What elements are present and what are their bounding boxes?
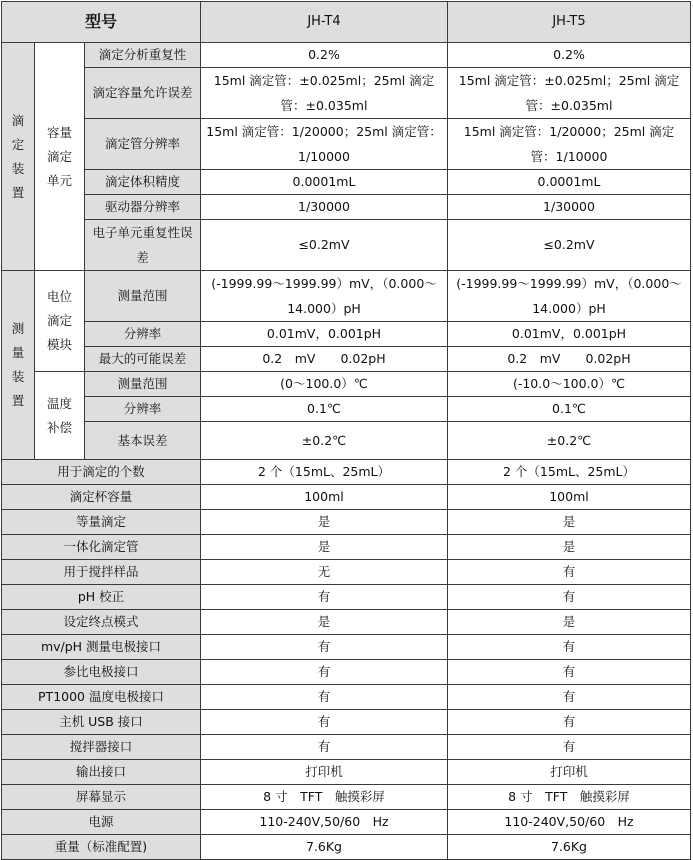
table-row — [2, 585, 691, 610]
cell-t5: 0.0001mL — [448, 170, 691, 195]
cell-t4: 有 — [201, 710, 448, 735]
table-row — [2, 510, 691, 535]
table-row — [2, 685, 691, 710]
cell-t5: 是 — [448, 510, 691, 535]
cell-t4: 无 — [201, 560, 448, 585]
row-label: PT1000 温度电极接口 — [2, 685, 201, 710]
row-label: 一体化滴定管 — [2, 535, 201, 560]
header-jh-t4: JH-T4 — [201, 2, 448, 43]
cell-t4: 0.01mV，0.001pH — [201, 322, 448, 347]
row-label: 搅拌器接口 — [2, 735, 201, 760]
cell-t4: 是 — [201, 535, 448, 560]
cell-t5: (-1999.99～1999.99）mV，（0.000～14.000）pH — [448, 271, 691, 322]
cell-t4: ±0.2℃ — [201, 422, 448, 460]
cell-t5: 8 寸 TFT 触摸彩屏 — [448, 785, 691, 810]
group-temperature-compensation: 温度补偿 — [35, 372, 85, 460]
cell-t4: 打印机 — [201, 760, 448, 785]
table-row — [2, 710, 691, 735]
table-row — [2, 660, 691, 685]
row-label: 滴定管分辨率 — [85, 119, 201, 170]
row-label: 滴定容量允许误差 — [85, 68, 201, 119]
row-label: 滴定杯容量 — [2, 485, 201, 510]
cell-t4: 是 — [201, 610, 448, 635]
cell-t4: 0.2 mV 0.02pH — [201, 347, 448, 372]
cell-t4: 有 — [201, 685, 448, 710]
cell-t5: 7.6Kg — [448, 835, 691, 860]
row-label: 等量滴定 — [2, 510, 201, 535]
table-row — [2, 271, 691, 322]
row-label: 主机 USB 接口 — [2, 710, 201, 735]
cell-t5: 1/30000 — [448, 195, 691, 220]
cell-t5: 有 — [448, 735, 691, 760]
cell-t4: 有 — [201, 585, 448, 610]
table-row — [2, 347, 691, 372]
cell-t5: 有 — [448, 585, 691, 610]
row-label: 重量（标准配置) — [2, 835, 201, 860]
table-row — [2, 119, 691, 170]
row-label: 驱动器分辨率 — [85, 195, 201, 220]
table-row — [2, 835, 691, 860]
row-label: mv/pH 测量电极接口 — [2, 635, 201, 660]
table-row — [2, 760, 691, 785]
row-label: pH 校正 — [2, 585, 201, 610]
row-label: 最大的可能误差 — [85, 347, 201, 372]
cell-t5: ±0.2℃ — [448, 422, 691, 460]
table-row — [2, 735, 691, 760]
cell-t5: 有 — [448, 560, 691, 585]
cell-t4: 0.1℃ — [201, 397, 448, 422]
table-row — [2, 485, 691, 510]
table-row — [2, 560, 691, 585]
cell-t4: 0.2% — [201, 43, 448, 68]
row-label: 用于搅拌样品 — [2, 560, 201, 585]
row-label: 屏幕显示 — [2, 785, 201, 810]
table-row — [2, 43, 691, 68]
row-label: 测量范围 — [85, 271, 201, 322]
row-label: 用于滴定的个数 — [2, 460, 201, 485]
cell-t5: 有 — [448, 685, 691, 710]
cell-t4: 100ml — [201, 485, 448, 510]
row-label: 电子单元重复性误差 — [85, 220, 201, 271]
cell-t4: 1/30000 — [201, 195, 448, 220]
cell-t4: (0～100.0）℃ — [201, 372, 448, 397]
table-row — [2, 422, 691, 460]
cell-t4: 有 — [201, 635, 448, 660]
table-row — [2, 397, 691, 422]
row-label: 滴定体积精度 — [85, 170, 201, 195]
cell-t4: (-1999.99～1999.99）mV，（0.000～14.000）pH — [201, 271, 448, 322]
row-label: 基本误差 — [85, 422, 201, 460]
table-row — [2, 785, 691, 810]
cell-t5: 有 — [448, 660, 691, 685]
cell-t5: 打印机 — [448, 760, 691, 785]
row-label: 分辨率 — [85, 397, 201, 422]
cell-t5: 是 — [448, 535, 691, 560]
cell-t5: 有 — [448, 635, 691, 660]
cell-t4: 0.0001mL — [201, 170, 448, 195]
row-label: 分辨率 — [85, 322, 201, 347]
row-label: 设定终点模式 — [2, 610, 201, 635]
cell-t4: 2 个（15mL、25mL） — [201, 460, 448, 485]
header-jh-t5: JH-T5 — [448, 2, 691, 43]
header-model: 型号 — [2, 2, 201, 43]
cell-t5: 15ml 滴定管：±0.025ml；25ml 滴定管：±0.035ml — [448, 68, 691, 119]
cell-t5: 0.2% — [448, 43, 691, 68]
cell-t4: ≤0.2mV — [201, 220, 448, 271]
cell-t5: 0.01mV，0.001pH — [448, 322, 691, 347]
row-label: 滴定分析重复性 — [85, 43, 201, 68]
cell-t4: 8 寸 TFT 触摸彩屏 — [201, 785, 448, 810]
row-label: 参比电极接口 — [2, 660, 201, 685]
table-row — [2, 372, 691, 397]
table-row — [2, 68, 691, 119]
cell-t4: 15ml 滴定管：±0.025ml；25ml 滴定管：±0.035ml — [201, 68, 448, 119]
group-volumetric-unit: 容量滴定单元 — [35, 43, 85, 271]
table-row — [2, 220, 691, 271]
cell-t4: 有 — [201, 660, 448, 685]
cell-t4: 110-240V,50/60 Hz — [201, 810, 448, 835]
cell-t4: 是 — [201, 510, 448, 535]
table-row — [2, 610, 691, 635]
group-measuring-device: 测量装置 — [2, 271, 35, 460]
table-row — [2, 322, 691, 347]
cell-t5: (-10.0～100.0）℃ — [448, 372, 691, 397]
cell-t5: 0.2 mV 0.02pH — [448, 347, 691, 372]
cell-t5: 2 个（15mL、25mL） — [448, 460, 691, 485]
cell-t4: 有 — [201, 735, 448, 760]
row-label: 电源 — [2, 810, 201, 835]
header-row — [2, 2, 691, 43]
group-titration-device: 滴定装置 — [2, 43, 35, 271]
row-label: 输出接口 — [2, 760, 201, 785]
table-row — [2, 810, 691, 835]
spec-table — [1, 1, 691, 860]
row-label: 测量范围 — [85, 372, 201, 397]
cell-t5: ≤0.2mV — [448, 220, 691, 271]
group-potentiometric-module: 电位滴定模块 — [35, 271, 85, 372]
table-row — [2, 535, 691, 560]
cell-t5: 0.1℃ — [448, 397, 691, 422]
cell-t5: 100ml — [448, 485, 691, 510]
cell-t5: 是 — [448, 610, 691, 635]
cell-t4: 7.6Kg — [201, 835, 448, 860]
table-row — [2, 460, 691, 485]
table-row — [2, 195, 691, 220]
cell-t4: 15ml 滴定管：1/20000；25ml 滴定管：1/10000 — [201, 119, 448, 170]
table-row — [2, 170, 691, 195]
cell-t5: 110-240V,50/60 Hz — [448, 810, 691, 835]
table-row — [2, 635, 691, 660]
cell-t5: 有 — [448, 710, 691, 735]
cell-t5: 15ml 滴定管：1/20000；25ml 滴定管：1/10000 — [448, 119, 691, 170]
